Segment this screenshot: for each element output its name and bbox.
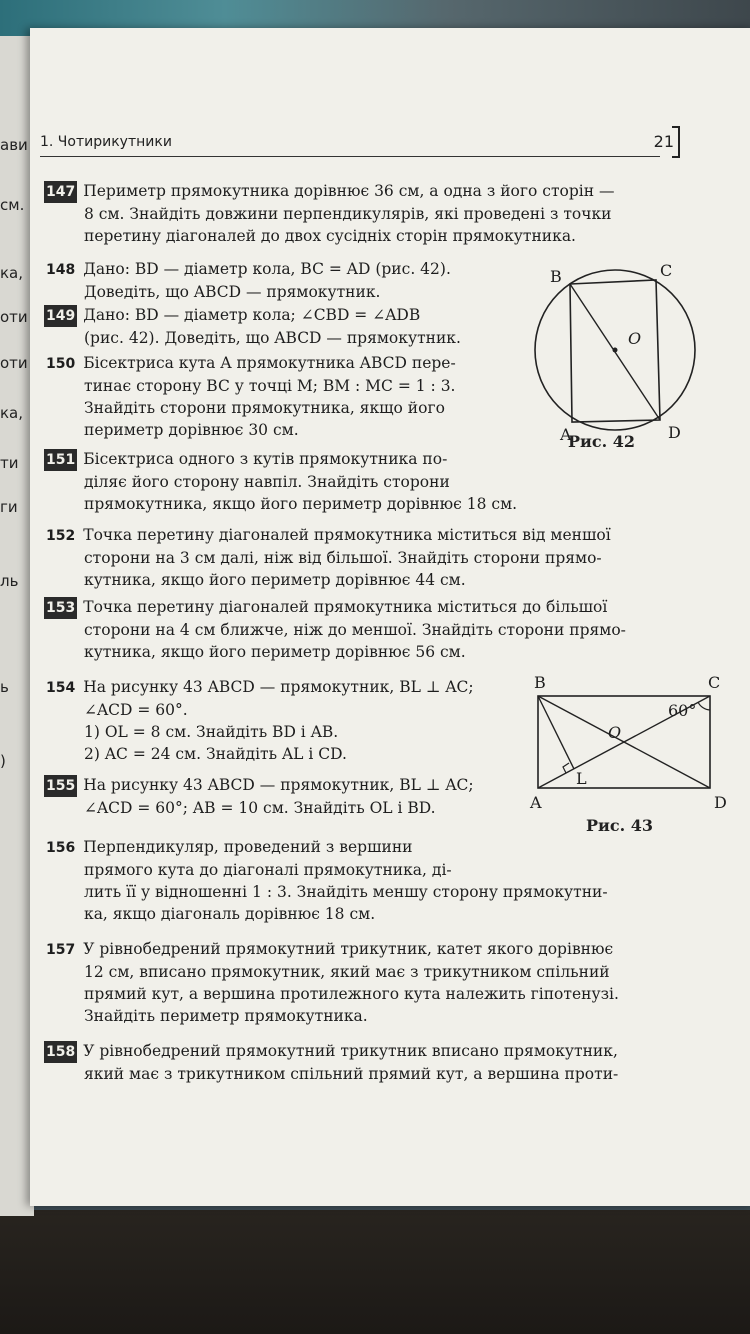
problem-147 [44,180,615,247]
problem-158 [44,1040,618,1085]
problem-text-line: У рівнобедрений прямокутний трикутник вписано прямокутник, [83,1042,618,1060]
figure-42-caption: Рис. 42 [568,432,636,451]
page-header [40,128,680,156]
label-c: C [708,674,721,692]
problem-152 [44,524,611,591]
problem-text-line: (рис. 42). Доведіть, що ABCD — прямокутник. [84,329,461,347]
problem-text-line: сторони на 4 см ближче, ніж до меншої. Знайдіть сторони прямо- [84,621,626,639]
figure-43 [520,674,730,814]
problem-text-line: Перпендикуляр, проведений з вершини [83,838,413,856]
background-bottom [0,1210,750,1334]
problem-text-line: прямий кут, а вершина протилежного кута належить гіпотенузі. [84,985,619,1003]
problem-text-line: перетину діагоналей до двох сусідніх сторін прямокутника. [84,227,576,245]
problem-text-line: У рівнобедрений прямокутний трикутник, катет якого дорівнює [83,940,614,958]
margin-fragment: ка, [0,264,24,282]
problem-number: 153 [44,597,77,619]
perpendicular-bl [538,696,574,769]
problem-number: 147 [44,181,77,203]
problem-text-line: Точка перетину діагоналей прямокутника міститься від меншої [83,526,611,544]
problem-number: 150 [46,356,76,372]
problem-text-line: Дано: BD — діаметр кола, BC = AD (рис. 42). [83,260,451,278]
angle-arc [698,702,710,710]
label-a: A [530,793,542,812]
problem-number: 158 [44,1041,77,1063]
problem-text-line: Точка перетину діагоналей прямокутника міститься до більшої [83,598,608,616]
problem-text-line: кутника, якщо його периметр дорівнює 56 см. [84,643,466,661]
page-number-bracket [672,126,680,158]
problem-text-line: Бісектриса кута A прямокутника ABCD пере- [83,354,456,372]
problem-number: 154 [46,680,76,696]
problem-text-line: прямого кута до діагоналі прямокутника, ді- [84,861,452,879]
figure-42 [520,262,720,452]
problem-text-line: який має з трикутником спільний прямий кут, а вершина проти- [84,1065,619,1083]
problem-148 [44,258,451,303]
figure-43-caption: Рис. 43 [586,816,654,835]
problem-153 [44,596,626,663]
problem-text-line: 12 см, вписано прямокутник, який має з трикутником спільний [84,963,610,981]
problem-157 [44,938,619,1027]
problem-number: 156 [46,840,76,856]
problem-text-line: 2) AC = 24 см. Знайдіть AL і CD. [84,745,347,763]
problem-text-line: кутника, якщо його периметр дорівнює 44 см. [84,571,466,589]
label-angle: 60° [668,701,697,720]
problem-number: 149 [44,305,77,327]
margin-fragment: ти [0,454,19,472]
margin-fragment: см. [0,196,25,214]
margin-fragment: ка, [0,404,24,422]
margin-fragment: оти [0,308,28,326]
margin-fragment: ави [0,136,28,154]
problem-text-line: Знайдіть периметр прямокутника. [84,1007,368,1025]
problem-number: 155 [44,775,77,797]
label-d: D [714,793,727,812]
problem-text-line: тинає сторону BC у точці M; BM : MC = 1 : 3. [84,377,456,395]
problem-text-line: ка, якщо діагональ дорівнює 18 см. [84,905,376,923]
label-b: B [534,674,546,692]
problem-text-line: На рисунку 43 ABCD — прямокутник, BL ⊥ AC; [83,776,474,794]
label-b: B [550,267,562,286]
label-a: A [560,425,572,444]
problem-number: 148 [46,262,76,278]
label-d: D [668,423,681,442]
label-o: O [608,723,622,742]
problem-text-line: ∠ACD = 60°. [84,701,188,719]
problem-154 [44,676,474,765]
problem-text-line: ∠ACD = 60°; AB = 10 см. Знайдіть OL і BD. [84,799,436,817]
margin-fragment: ь [0,678,9,696]
left-page-edge [0,36,34,1216]
problem-text-line: прямокутника, якщо його периметр дорівнює 18 см. [84,495,518,513]
problem-text-line: Знайдіть сторони прямокутника, якщо його [84,399,445,417]
problem-number: 157 [46,942,76,958]
problem-text-line: діляє його сторону навпіл. Знайдіть сторони [84,473,450,491]
problem-text-line: Бісектриса одного з кутів прямокутника по- [83,450,448,468]
problem-text-line: Дано: BD — діаметр кола; ∠CBD = ∠ADB [83,306,421,324]
problem-155 [44,774,474,819]
problem-text-line: Периметр прямокутника дорівнює 36 см, а одна з його сторін — [83,182,615,200]
problem-text-line: 1) OL = 8 см. Знайдіть BD і AB. [84,723,339,741]
problem-149 [44,304,461,349]
margin-fragment: ль [0,572,19,590]
problem-text-line: сторони на 3 см далі, ніж від більшої. Знайдіть сторони прямо- [84,549,602,567]
problem-156 [44,836,608,925]
problem-number: 151 [44,449,77,471]
problem-text-line: Доведіть, що ABCD — прямокутник. [84,283,381,301]
problem-text-line: 8 см. Знайдіть довжини перпендикулярів, які проведені з точки [84,205,612,223]
margin-fragment: ) [0,752,6,770]
problem-151 [44,448,517,515]
problem-150 [44,352,456,441]
center-point [613,348,618,353]
margin-fragment: ги [0,498,18,516]
header-rule [40,156,660,157]
label-c: C [660,262,673,280]
problem-text-line: лить її у відношенні 1 : 3. Знайдіть меншу сторону прямокутни- [84,883,608,901]
problem-number: 152 [46,528,76,544]
problem-text-line: На рисунку 43 ABCD — прямокутник, BL ⊥ AC; [83,678,474,696]
label-l: L [576,769,587,788]
page-number: 21 [653,132,674,151]
margin-fragment: оти [0,354,28,372]
problem-text-line: периметр дорівнює 30 см. [84,421,299,439]
textbook-page [30,28,750,1206]
chapter-title: 1. Чотирикутники [40,134,172,150]
label-o: O [628,329,642,348]
